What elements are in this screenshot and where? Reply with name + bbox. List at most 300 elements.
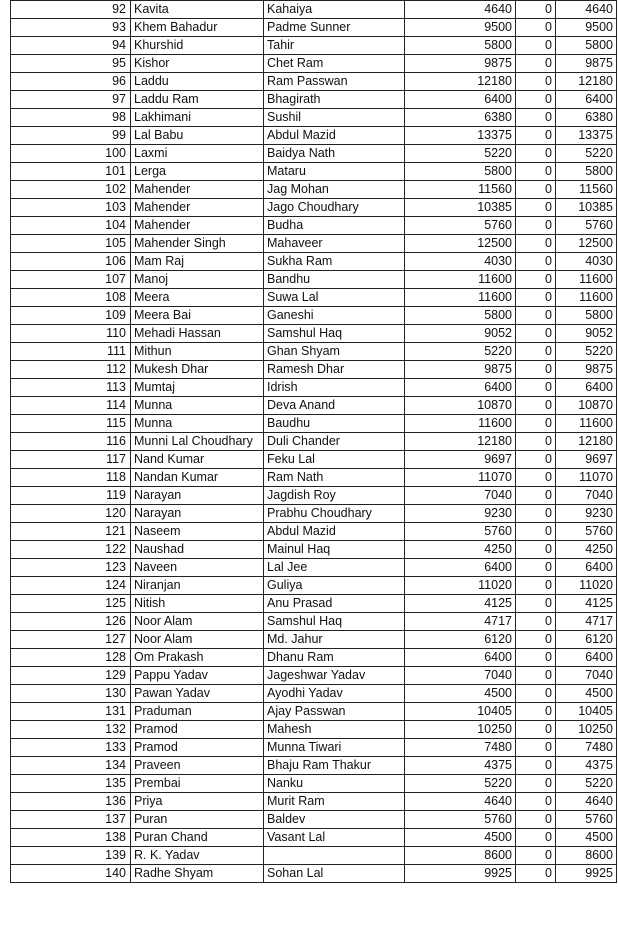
deduction-cell: 0 (516, 757, 556, 775)
deduction-cell: 0 (516, 559, 556, 577)
amount-cell: 6400 (405, 559, 516, 577)
father-name-cell: Ganeshi (264, 307, 405, 325)
deduction-cell: 0 (516, 217, 556, 235)
father-name-cell: Munna Tiwari (264, 739, 405, 757)
amount-cell: 11560 (405, 181, 516, 199)
net-amount-cell: 12180 (556, 433, 617, 451)
father-name-cell: Prabhu Choudhary (264, 505, 405, 523)
table-row (11, 415, 617, 433)
table-row (11, 757, 617, 775)
father-name-cell: Mahaveer (264, 235, 405, 253)
net-amount-cell: 9875 (556, 361, 617, 379)
serial-number-cell: 123 (11, 559, 131, 577)
name-cell: Meera (131, 289, 264, 307)
table-row (11, 181, 617, 199)
deduction-cell: 0 (516, 505, 556, 523)
father-name-cell: Jag Mohan (264, 181, 405, 199)
net-amount-cell: 4500 (556, 685, 617, 703)
deduction-cell: 0 (516, 739, 556, 757)
deduction-cell: 0 (516, 415, 556, 433)
net-amount-cell: 5800 (556, 307, 617, 325)
net-amount-cell: 4717 (556, 613, 617, 631)
name-cell: Mehadi Hassan (131, 325, 264, 343)
deduction-cell: 0 (516, 325, 556, 343)
serial-number-cell: 130 (11, 685, 131, 703)
amount-cell: 11600 (405, 289, 516, 307)
amount-cell: 5760 (405, 523, 516, 541)
father-name-cell: Chet Ram (264, 55, 405, 73)
father-name-cell: Bandhu (264, 271, 405, 289)
name-cell: Mam Raj (131, 253, 264, 271)
name-cell: Radhe Shyam (131, 865, 264, 883)
deduction-cell: 0 (516, 73, 556, 91)
amount-cell: 13375 (405, 127, 516, 145)
table-row (11, 577, 617, 595)
deduction-cell: 0 (516, 109, 556, 127)
net-amount-cell: 7040 (556, 487, 617, 505)
net-amount-cell: 6400 (556, 91, 617, 109)
deduction-cell: 0 (516, 667, 556, 685)
table-row (11, 91, 617, 109)
name-cell: Niranjan (131, 577, 264, 595)
table-row (11, 163, 617, 181)
deduction-cell: 0 (516, 433, 556, 451)
father-name-cell: Bhaju Ram Thakur (264, 757, 405, 775)
amount-cell: 4250 (405, 541, 516, 559)
name-cell: Lal Babu (131, 127, 264, 145)
amount-cell: 6120 (405, 631, 516, 649)
name-cell: Mumtaj (131, 379, 264, 397)
serial-number-cell: 118 (11, 469, 131, 487)
table-row (11, 235, 617, 253)
net-amount-cell: 4640 (556, 793, 617, 811)
table-row (11, 775, 617, 793)
name-cell: Narayan (131, 505, 264, 523)
amount-cell: 4375 (405, 757, 516, 775)
deduction-cell: 0 (516, 199, 556, 217)
net-amount-cell: 9875 (556, 55, 617, 73)
amount-cell: 12180 (405, 433, 516, 451)
net-amount-cell: 9925 (556, 865, 617, 883)
serial-number-cell: 103 (11, 199, 131, 217)
name-cell: Munni Lal Choudhary (131, 433, 264, 451)
serial-number-cell: 115 (11, 415, 131, 433)
table-row (11, 289, 617, 307)
amount-cell: 5800 (405, 163, 516, 181)
amount-cell: 9500 (405, 19, 516, 37)
serial-number-cell: 112 (11, 361, 131, 379)
deduction-cell: 0 (516, 721, 556, 739)
father-name-cell: Duli Chander (264, 433, 405, 451)
deduction-cell: 0 (516, 703, 556, 721)
deduction-cell: 0 (516, 865, 556, 883)
amount-cell: 6400 (405, 379, 516, 397)
amount-cell: 4640 (405, 793, 516, 811)
name-cell: Laddu Ram (131, 91, 264, 109)
name-cell: Praduman (131, 703, 264, 721)
amount-cell: 8600 (405, 847, 516, 865)
serial-number-cell: 98 (11, 109, 131, 127)
amount-cell: 9697 (405, 451, 516, 469)
net-amount-cell: 5800 (556, 37, 617, 55)
serial-number-cell: 139 (11, 847, 131, 865)
name-cell: Pappu Yadav (131, 667, 264, 685)
father-name-cell: Padme Sunner (264, 19, 405, 37)
father-name-cell: Ramesh Dhar (264, 361, 405, 379)
serial-number-cell: 129 (11, 667, 131, 685)
table-row (11, 667, 617, 685)
name-cell: Noor Alam (131, 613, 264, 631)
deduction-cell: 0 (516, 361, 556, 379)
net-amount-cell: 6400 (556, 649, 617, 667)
net-amount-cell: 5760 (556, 811, 617, 829)
serial-number-cell: 92 (11, 1, 131, 19)
deduction-cell: 0 (516, 1, 556, 19)
deduction-cell: 0 (516, 613, 556, 631)
net-amount-cell: 4375 (556, 757, 617, 775)
net-amount-cell: 10385 (556, 199, 617, 217)
table-row (11, 307, 617, 325)
amount-cell: 4640 (405, 1, 516, 19)
amount-cell: 9230 (405, 505, 516, 523)
net-amount-cell: 11600 (556, 415, 617, 433)
net-amount-cell: 4125 (556, 595, 617, 613)
father-name-cell: Baudhu (264, 415, 405, 433)
father-name-cell: Abdul Mazid (264, 523, 405, 541)
serial-number-cell: 101 (11, 163, 131, 181)
deduction-cell: 0 (516, 343, 556, 361)
name-cell: Praveen (131, 757, 264, 775)
name-cell: Puran (131, 811, 264, 829)
table-row (11, 109, 617, 127)
serial-number-cell: 120 (11, 505, 131, 523)
name-cell: Kishor (131, 55, 264, 73)
deduction-cell: 0 (516, 271, 556, 289)
table-row (11, 217, 617, 235)
name-cell: Pawan Yadav (131, 685, 264, 703)
net-amount-cell: 11600 (556, 289, 617, 307)
serial-number-cell: 109 (11, 307, 131, 325)
table-row (11, 271, 617, 289)
net-amount-cell: 12500 (556, 235, 617, 253)
serial-number-cell: 100 (11, 145, 131, 163)
name-cell: Naushad (131, 541, 264, 559)
name-cell: Meera Bai (131, 307, 264, 325)
net-amount-cell: 13375 (556, 127, 617, 145)
serial-number-cell: 102 (11, 181, 131, 199)
name-cell: Mahender Singh (131, 235, 264, 253)
amount-cell: 4125 (405, 595, 516, 613)
table-row (11, 127, 617, 145)
father-name-cell: Ghan Shyam (264, 343, 405, 361)
father-name-cell: Ayodhi Yadav (264, 685, 405, 703)
deduction-cell: 0 (516, 127, 556, 145)
amount-cell: 5220 (405, 775, 516, 793)
table-row (11, 811, 617, 829)
table-row (11, 631, 617, 649)
amount-cell: 5760 (405, 811, 516, 829)
net-amount-cell: 5220 (556, 145, 617, 163)
net-amount-cell: 11560 (556, 181, 617, 199)
table-row (11, 343, 617, 361)
amount-cell: 11020 (405, 577, 516, 595)
amount-cell: 11070 (405, 469, 516, 487)
table-row (11, 37, 617, 55)
amount-cell: 4030 (405, 253, 516, 271)
deduction-cell: 0 (516, 775, 556, 793)
amount-cell: 9875 (405, 55, 516, 73)
name-cell: R. K. Yadav (131, 847, 264, 865)
table-row (11, 199, 617, 217)
table-row (11, 721, 617, 739)
father-name-cell: Ram Nath (264, 469, 405, 487)
table-row (11, 505, 617, 523)
deduction-cell: 0 (516, 91, 556, 109)
serial-number-cell: 107 (11, 271, 131, 289)
serial-number-cell: 134 (11, 757, 131, 775)
amount-cell: 6380 (405, 109, 516, 127)
table-body (11, 1, 617, 883)
table-row (11, 829, 617, 847)
serial-number-cell: 135 (11, 775, 131, 793)
serial-number-cell: 96 (11, 73, 131, 91)
net-amount-cell: 5760 (556, 217, 617, 235)
net-amount-cell: 11600 (556, 271, 617, 289)
name-cell: Nandan Kumar (131, 469, 264, 487)
serial-number-cell: 131 (11, 703, 131, 721)
net-amount-cell: 10405 (556, 703, 617, 721)
table-row (11, 703, 617, 721)
net-amount-cell: 8600 (556, 847, 617, 865)
name-cell: Narayan (131, 487, 264, 505)
deduction-cell: 0 (516, 829, 556, 847)
name-cell: Naveen (131, 559, 264, 577)
name-cell: Lerga (131, 163, 264, 181)
net-amount-cell: 4500 (556, 829, 617, 847)
serial-number-cell: 133 (11, 739, 131, 757)
table-row (11, 433, 617, 451)
deduction-cell: 0 (516, 541, 556, 559)
amount-cell: 12500 (405, 235, 516, 253)
name-cell: Mukesh Dhar (131, 361, 264, 379)
father-name-cell: Ram Passwan (264, 73, 405, 91)
serial-number-cell: 140 (11, 865, 131, 883)
deduction-cell: 0 (516, 397, 556, 415)
deduction-cell: 0 (516, 253, 556, 271)
serial-number-cell: 136 (11, 793, 131, 811)
table-row (11, 649, 617, 667)
table-row (11, 73, 617, 91)
amount-cell: 7040 (405, 487, 516, 505)
table-row (11, 1, 617, 19)
name-cell: Khurshid (131, 37, 264, 55)
name-cell: Mahender (131, 181, 264, 199)
name-cell: Laxmi (131, 145, 264, 163)
amount-cell: 10385 (405, 199, 516, 217)
deduction-cell: 0 (516, 811, 556, 829)
net-amount-cell: 12180 (556, 73, 617, 91)
table-row (11, 793, 617, 811)
deduction-cell: 0 (516, 235, 556, 253)
name-cell: Mahender (131, 199, 264, 217)
amount-cell: 4717 (405, 613, 516, 631)
amount-cell: 7480 (405, 739, 516, 757)
table-row (11, 559, 617, 577)
serial-number-cell: 132 (11, 721, 131, 739)
table-row (11, 325, 617, 343)
deduction-cell: 0 (516, 55, 556, 73)
table-row (11, 145, 617, 163)
net-amount-cell: 4030 (556, 253, 617, 271)
serial-number-cell: 137 (11, 811, 131, 829)
net-amount-cell: 5220 (556, 775, 617, 793)
father-name-cell: Mainul Haq (264, 541, 405, 559)
net-amount-cell: 10870 (556, 397, 617, 415)
amount-cell: 12180 (405, 73, 516, 91)
serial-number-cell: 126 (11, 613, 131, 631)
net-amount-cell: 6380 (556, 109, 617, 127)
net-amount-cell: 6120 (556, 631, 617, 649)
table-row (11, 55, 617, 73)
amount-cell: 9052 (405, 325, 516, 343)
father-name-cell: Deva Anand (264, 397, 405, 415)
amount-cell: 10405 (405, 703, 516, 721)
amount-cell: 10870 (405, 397, 516, 415)
deduction-cell: 0 (516, 631, 556, 649)
table-row (11, 19, 617, 37)
deduction-cell: 0 (516, 37, 556, 55)
table-row (11, 361, 617, 379)
table-row (11, 379, 617, 397)
father-name-cell: Kahaiya (264, 1, 405, 19)
name-cell: Mahender (131, 217, 264, 235)
father-name-cell: Jagdish Roy (264, 487, 405, 505)
name-cell: Khem Bahadur (131, 19, 264, 37)
father-name-cell: Feku Lal (264, 451, 405, 469)
father-name-cell: Vasant Lal (264, 829, 405, 847)
net-amount-cell: 6400 (556, 379, 617, 397)
net-amount-cell: 9697 (556, 451, 617, 469)
name-cell: Puran Chand (131, 829, 264, 847)
father-name-cell: Lal Jee (264, 559, 405, 577)
father-name-cell: Idrish (264, 379, 405, 397)
deduction-cell: 0 (516, 181, 556, 199)
serial-number-cell: 105 (11, 235, 131, 253)
table-row (11, 595, 617, 613)
table-row (11, 739, 617, 757)
father-name-cell: Samshul Haq (264, 325, 405, 343)
serial-number-cell: 125 (11, 595, 131, 613)
deduction-cell: 0 (516, 163, 556, 181)
father-name-cell: Dhanu Ram (264, 649, 405, 667)
amount-cell: 5220 (405, 343, 516, 361)
deduction-cell: 0 (516, 685, 556, 703)
serial-number-cell: 116 (11, 433, 131, 451)
serial-number-cell: 104 (11, 217, 131, 235)
table-row (11, 451, 617, 469)
net-amount-cell: 5800 (556, 163, 617, 181)
serial-number-cell: 97 (11, 91, 131, 109)
father-name-cell: Samshul Haq (264, 613, 405, 631)
name-cell: Pramod (131, 739, 264, 757)
amount-cell: 4500 (405, 829, 516, 847)
serial-number-cell: 121 (11, 523, 131, 541)
amount-cell: 5220 (405, 145, 516, 163)
name-cell: Kavita (131, 1, 264, 19)
amount-cell: 4500 (405, 685, 516, 703)
net-amount-cell: 5760 (556, 523, 617, 541)
serial-number-cell: 119 (11, 487, 131, 505)
father-name-cell: Tahir (264, 37, 405, 55)
net-amount-cell: 4250 (556, 541, 617, 559)
father-name-cell: Ajay Passwan (264, 703, 405, 721)
name-cell: Nitish (131, 595, 264, 613)
amount-cell: 5760 (405, 217, 516, 235)
serial-number-cell: 99 (11, 127, 131, 145)
father-name-cell: Baldev (264, 811, 405, 829)
name-cell: Naseem (131, 523, 264, 541)
name-cell: Manoj (131, 271, 264, 289)
table-row (11, 253, 617, 271)
name-cell: Nand Kumar (131, 451, 264, 469)
amount-cell: 5800 (405, 37, 516, 55)
deduction-cell: 0 (516, 379, 556, 397)
deduction-cell: 0 (516, 289, 556, 307)
deduction-cell: 0 (516, 145, 556, 163)
father-name-cell: Baidya Nath (264, 145, 405, 163)
table-row (11, 397, 617, 415)
serial-number-cell: 106 (11, 253, 131, 271)
table-row (11, 469, 617, 487)
father-name-cell: Anu Prasad (264, 595, 405, 613)
net-amount-cell: 11070 (556, 469, 617, 487)
name-cell: Laddu (131, 73, 264, 91)
net-amount-cell: 5220 (556, 343, 617, 361)
father-name-cell (264, 847, 405, 865)
table-row (11, 487, 617, 505)
net-amount-cell: 6400 (556, 559, 617, 577)
table-row (11, 541, 617, 559)
father-name-cell: Suwa Lal (264, 289, 405, 307)
deduction-cell: 0 (516, 595, 556, 613)
father-name-cell: Budha (264, 217, 405, 235)
serial-number-cell: 95 (11, 55, 131, 73)
deduction-cell: 0 (516, 577, 556, 595)
net-amount-cell: 10250 (556, 721, 617, 739)
amount-cell: 6400 (405, 91, 516, 109)
serial-number-cell: 108 (11, 289, 131, 307)
deduction-cell: 0 (516, 307, 556, 325)
amount-cell: 11600 (405, 415, 516, 433)
net-amount-cell: 9230 (556, 505, 617, 523)
father-name-cell: Sushil (264, 109, 405, 127)
father-name-cell: Nanku (264, 775, 405, 793)
net-amount-cell: 7480 (556, 739, 617, 757)
father-name-cell: Sohan Lal (264, 865, 405, 883)
deduction-cell: 0 (516, 469, 556, 487)
deduction-cell: 0 (516, 649, 556, 667)
serial-number-cell: 127 (11, 631, 131, 649)
serial-number-cell: 111 (11, 343, 131, 361)
name-cell: Priya (131, 793, 264, 811)
name-cell: Pramod (131, 721, 264, 739)
serial-number-cell: 124 (11, 577, 131, 595)
net-amount-cell: 9500 (556, 19, 617, 37)
father-name-cell: Guliya (264, 577, 405, 595)
serial-number-cell: 128 (11, 649, 131, 667)
payment-table (10, 0, 617, 883)
name-cell: Prembai (131, 775, 264, 793)
